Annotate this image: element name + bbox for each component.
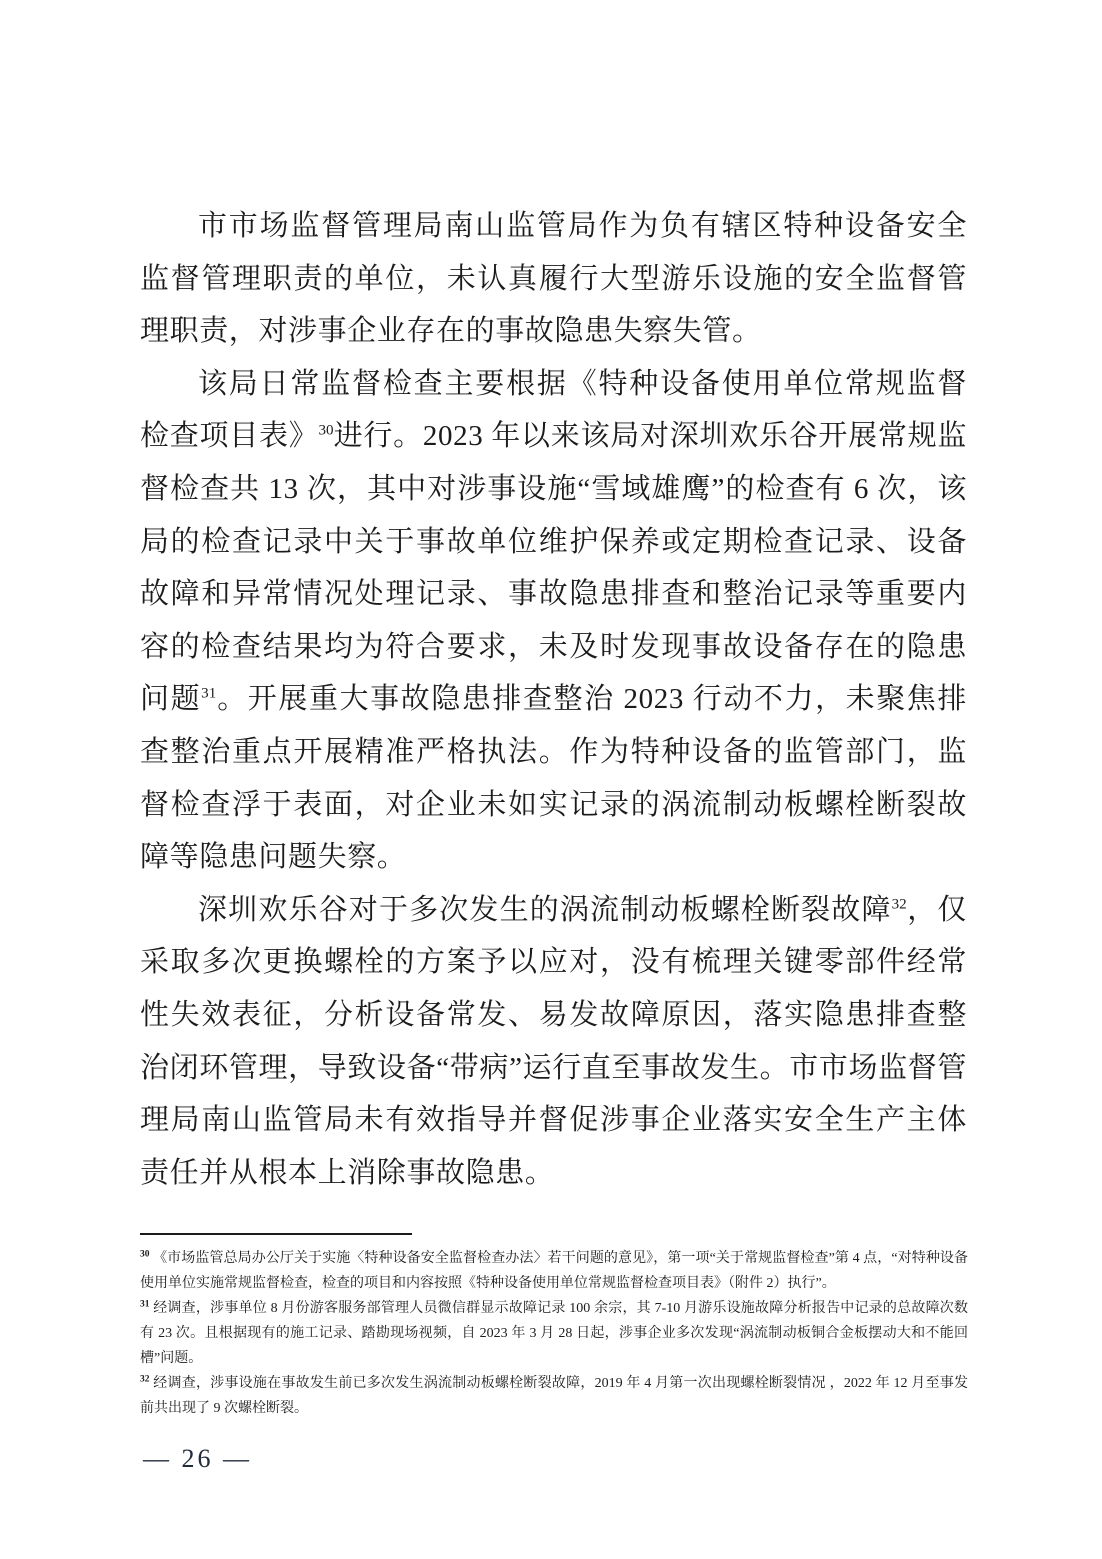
footnote-30-text: 《市场监管总局办公厅关于实施〈特种设备安全监督检查办法〉若干问题的意见》，第一项“关于常规监督检查”第 4 点，“对特种设备使用单位实施常规监督检查，检查的项目和内容按照《特种设备使用单位常规监督检查项目表》（附件 2）执行”。: [140, 1251, 969, 1291]
footnote-separator-rule: [140, 1233, 412, 1235]
footnote-ref-30: 30: [318, 422, 334, 439]
paragraph-3-text: ，仅采取多次更换螺栓的方案予以应对，没有梳理关键零部件经常性失效表征，分析设备常发、易发故障原因，落实隐患排查整治闭环管理，导致设备“带病”运行直至事故发生。市市场监督管理局南山监管局未有效指导并督促涉事企业落实安全生产主体责任并从根本上消除事故隐患。: [140, 893, 968, 1189]
footnote-30-marker: 30: [140, 1249, 150, 1260]
footnotes-section: [140, 1233, 968, 1421]
footnote-31-text: 经调查，涉事单位 8 月份游客服务部管理人员微信群显示故障记录 100 余宗，其 7-10 月游乐设施故障分析报告中记录的总故障次数有 23 次。且根据现有的施工记录、踏勘现场视频，自 2023 年 3 月 28 日起，涉事企业多次发现“涡流制动板铜合金板摆动大和不能回槽”问题。: [140, 1301, 968, 1366]
page-number: — 26 —: [143, 1444, 252, 1473]
document-body: [140, 200, 967, 1199]
footnote-ref-31: 31: [201, 685, 217, 702]
paragraph-3: [140, 884, 967, 1200]
footnote-32: [140, 1371, 968, 1421]
paragraph-1: [140, 200, 967, 358]
footnote-ref-32: 32: [891, 896, 907, 913]
paragraph-2: [140, 358, 967, 884]
footnote-31-marker: 31: [140, 1299, 150, 1310]
footnote-32-text: 经调查，涉事设施在事故发生前已多次发生涡流制动板螺栓断裂故障，2019 年 4 月第一次出现螺栓断裂情况 ，2022 年 12 月至事发前共出现了 9 次螺栓断裂。: [140, 1376, 969, 1416]
paragraph-3-text: 深圳欢乐谷对于多次发生的涡流制动板螺栓断裂故障: [198, 893, 892, 926]
paragraph-2-text: 进行。2023 年以来该局对深圳欢乐谷开展常规监督检查共 13 次，其中对涉事设施“雪域雄鹰”的检查有 6 次，该局的检查记录中关于事故单位维护保养或定期检查记录、设备故障和异常情况处理记录、事故隐患排查和整治记录等重要内容的检查结果均为符合要求，未及时发现事故设备存在的隐患问题: [140, 420, 967, 716]
paragraph-2-text: 该局日常监督检查主要根据《特种设备使用单位常规监督检查项目表》: [140, 367, 967, 453]
footnote-31: [140, 1296, 968, 1371]
footnote-32-marker: 32: [140, 1374, 150, 1385]
paragraph-2-text: 。开展重大事故隐患排查整治 2023 行动不力，未聚焦排查整治重点开展精准严格执法。作为特种设备的监管部门，监督检查浮于表面，对企业未如实记录的涡流制动板螺栓断裂故障等隐患问题失察。: [140, 683, 967, 874]
footnote-30: [140, 1246, 968, 1296]
paragraph-1-text: 市市场监督管理局南山监管局作为负有辖区特种设备安全监督管理职责的单位，未认真履行大型游乐设施的安全监督管理职责，对涉事企业存在的事故隐患失察失管。: [140, 210, 967, 348]
